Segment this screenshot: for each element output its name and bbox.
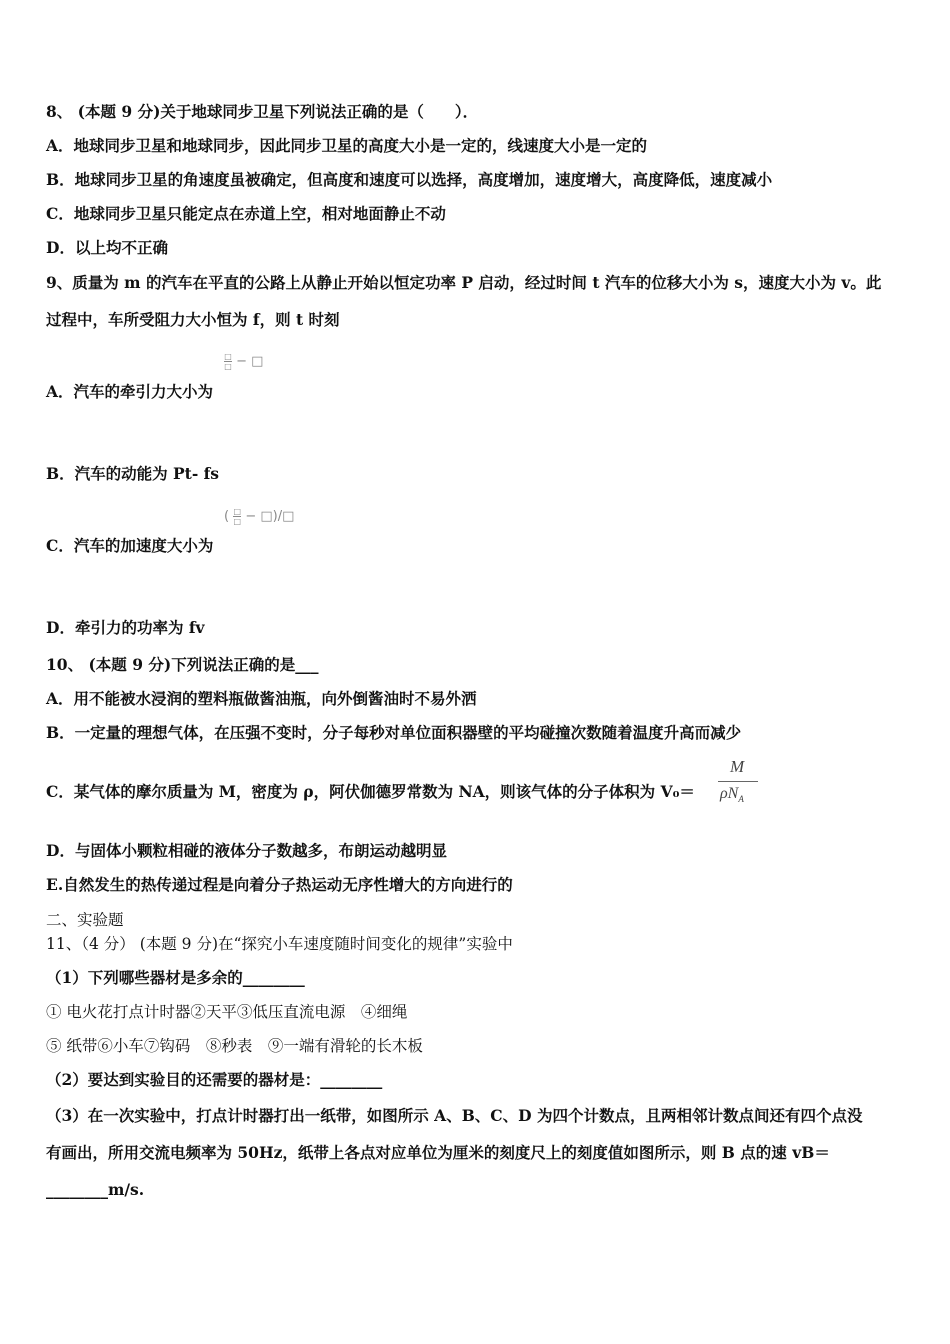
q11-part2: （2）要达到实验目的还需要的器材是：________ [46,1070,383,1089]
q11-part3-line2: 有画出，所用交流电频率为 50Hz，纸带上各点对应单位为厘米的刻度尺上的刻度值如图所示，则 B 点的速 vB＝ [46,1143,830,1162]
q8-option-b: B．地球同步卫星的角速度虽被确定，但高度和速度可以选择，高度增加，速度增大，高度降低，速度减小 [46,170,773,189]
q10-option-a: A．用不能被水浸润的塑料瓶做酱油瓶，向外倒酱油时不易外洒 [46,689,477,708]
fraction-glyph: $\frac{□}{□}$ [233,507,241,526]
q8-option-c: C．地球同步卫星只能定点在赤道上空，相对地面静止不动 [46,204,446,223]
q9-option-b: B．汽车的动能为 Pt- fs [46,464,220,483]
molecular-volume-formula [718,757,760,809]
formula-denominator-main: ρN [720,785,739,802]
q9-formula-a-tail: − □ [236,354,264,369]
section-heading: 二、实验题 [46,911,124,929]
q9-formula-c-open: ( [224,509,230,524]
q9-option-d: D．牵引力的功率为 fv [46,618,205,637]
q9-option-a: A．汽车的牵引力大小为 [46,382,214,401]
formula-fraction-bar [718,781,758,782]
q10-option-b: B．一定量的理想气体，在压强不变时，分子每秒对单位面积器壁的平均碰撞次数随着温度升高而减少 [46,723,742,742]
q8-option-d: D．以上均不正确 [46,238,168,257]
q11-items-line2: ⑤ 纸带⑥小车⑦钩码 ⑧秒表 ⑨一端有滑轮的长木板 [46,1037,423,1055]
q10-option-e: E.自然发生的热传递过程是向着分子热运动无序性增大的方向进行的 [46,875,513,894]
q11-part3-line1: （3）在一次实验中，打点计时器打出一纸带，如图所示 A、B、C、D 为四个计数点，且两相邻计数点间还有四个点没 [46,1106,863,1125]
q9-stem-line2: 过程中，车所受阻力大小恒为 f，则 t 时刻 [46,310,340,329]
formula-numerator: M [730,757,745,776]
q11-part1: （1）下列哪些器材是多余的________ [46,968,305,987]
q10-option-c: C．某气体的摩尔质量为 M，密度为 ρ，阿伏伽德罗常数为 NA，则该气体的分子体积为 V₀＝ [46,782,695,801]
formula-denominator [720,785,744,804]
q9-option-c: C．汽车的加速度大小为 [46,536,214,555]
formula-denominator-sub: A [738,794,744,805]
q8-stem: 8、 (本题 9 分)关于地球同步卫星下列说法正确的是（ ）． [46,102,479,121]
q9-formula-c-image [224,507,294,526]
q11-part3-line3: ________m/s. [46,1180,145,1199]
fraction-glyph: $\frac{□}{□}$ [224,352,232,371]
q11-items-line1: ① 电火花打点计时器②天平③低压直流电源 ④细绳 [46,1003,408,1021]
q8-option-a: A．地球同步卫星和地球同步，因此同步卫星的高度大小是一定的，线速度大小是一定的 [46,136,648,155]
q10-option-d: D．与固体小颗粒相碰的液体分子数越多，布朗运动越明显 [46,841,447,860]
q10-stem: 10、 (本题 9 分)下列说法正确的是___ [46,655,319,674]
q9-stem-line1: 9、质量为 m 的汽车在平直的公路上从静止开始以恒定功率 P 启动，经过时间 t 汽车的位移大小为 s，速度大小为 v。此 [46,273,882,292]
q9-formula-c-tail: − □)/□ [245,509,295,524]
q9-formula-a-image [224,352,263,371]
q11-stem: 11、（4 分） (本题 9 分)在“探究小车速度随时间变化的规律”实验中 [46,935,513,953]
